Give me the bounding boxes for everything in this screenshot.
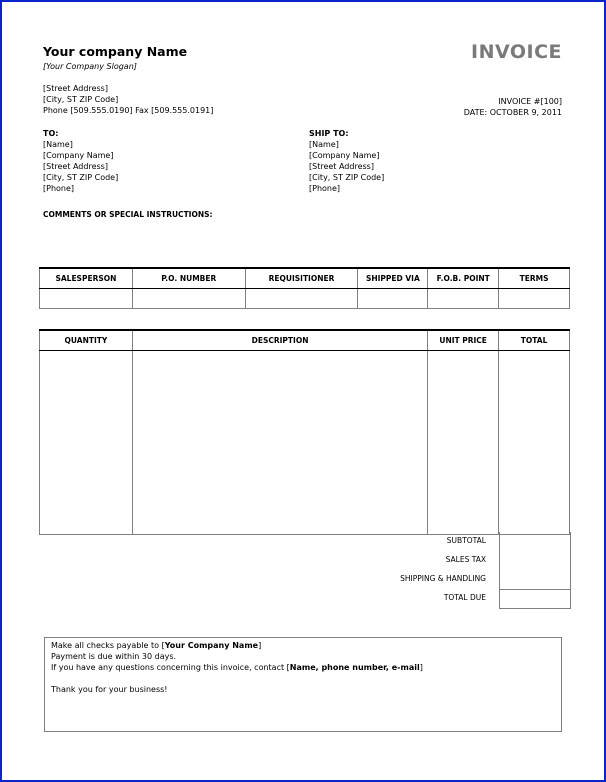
unit-price-cell[interactable] xyxy=(428,351,499,535)
company-slogan: [Your Company Slogan] xyxy=(43,62,137,71)
col-quantity: QUANTITY xyxy=(40,330,133,351)
requisitioner-cell[interactable] xyxy=(245,289,358,309)
invoice-title: INVOICE xyxy=(471,41,562,63)
thanks-line: Thank you for your business! xyxy=(51,685,168,694)
bill-to-city: [City, ST ZIP Code] xyxy=(43,173,119,182)
description-cell[interactable] xyxy=(132,351,427,535)
shipping-handling-label: SHIPPING & HANDLING xyxy=(400,574,486,583)
bill-to-phone: [Phone] xyxy=(43,184,75,193)
total-due-label: TOTAL DUE xyxy=(443,593,486,602)
col-po-number: P.O. NUMBER xyxy=(132,268,245,289)
footer-spacer xyxy=(51,673,555,684)
po-number-cell[interactable] xyxy=(132,289,245,309)
salesperson-cell[interactable] xyxy=(40,289,133,309)
terms-cell[interactable] xyxy=(499,289,570,309)
line-items-table xyxy=(39,329,570,535)
col-terms: TERMS xyxy=(499,268,570,289)
checks-payable-name: Your Company Name xyxy=(164,641,259,650)
bill-to-block xyxy=(43,128,118,194)
ship-to-company: [Company Name] xyxy=(309,151,380,160)
shipping-data-row xyxy=(40,289,570,309)
footer-note xyxy=(44,637,562,732)
col-shipped-via: SHIPPED VIA xyxy=(358,268,428,289)
ship-to-phone: [Phone] xyxy=(309,184,341,193)
payment-terms-line: Payment is due within 30 days. xyxy=(51,652,177,661)
checks-payable-line: Make all checks payable to [Your Company Name] xyxy=(51,641,262,650)
ship-to-street: [Street Address] xyxy=(309,162,374,171)
fob-point-cell[interactable] xyxy=(428,289,499,309)
col-total: TOTAL xyxy=(499,330,570,351)
bill-to-name: [Name] xyxy=(43,140,73,149)
shipping-info-table xyxy=(39,267,570,309)
sales-tax-label: SALES TAX xyxy=(445,555,486,564)
total-due-value-box[interactable] xyxy=(499,589,571,609)
company-phone-fax: Phone [509.555.0190] Fax [509.555.0191] xyxy=(43,106,214,115)
subtotal-label: SUBTOTAL xyxy=(446,536,486,545)
company-city: [City, ST ZIP Code] xyxy=(43,95,119,104)
quantity-cell[interactable] xyxy=(40,351,133,535)
total-cell[interactable] xyxy=(499,351,570,535)
ship-to-city: [City, ST ZIP Code] xyxy=(309,173,385,182)
bill-to-street: [Street Address] xyxy=(43,162,108,171)
questions-line: If you have any questions concerning this invoice, contact [Name, phone number, e-mail] xyxy=(51,663,423,672)
shipping-header-row xyxy=(40,268,570,289)
ship-to-block xyxy=(309,128,384,194)
invoice-meta xyxy=(464,96,562,118)
col-description: DESCRIPTION xyxy=(132,330,427,351)
bill-to-company: [Company Name] xyxy=(43,151,114,160)
bill-to-label: TO: xyxy=(43,129,59,138)
col-requisitioner: REQUISITIONER xyxy=(245,268,358,289)
col-salesperson: SALESPERSON xyxy=(40,268,133,289)
company-street: [Street Address] xyxy=(43,84,108,93)
ship-to-name: [Name] xyxy=(309,140,339,149)
items-body-row xyxy=(40,351,570,535)
questions-contact: Name, phone number, e-mail xyxy=(289,663,420,672)
invoice-number: INVOICE #[100] xyxy=(498,97,562,106)
col-fob-point: F.O.B. POINT xyxy=(428,268,499,289)
col-unit-price: UNIT PRICE xyxy=(428,330,499,351)
shipped-via-cell[interactable] xyxy=(358,289,428,309)
invoice-date: DATE: OCTOBER 9, 2011 xyxy=(463,108,562,117)
company-name: Your company Name xyxy=(43,44,188,59)
totals-value-box[interactable] xyxy=(499,532,571,590)
comments-label: COMMENTS OR SPECIAL INSTRUCTIONS: xyxy=(43,210,213,219)
company-address-block xyxy=(43,83,213,116)
items-header-row xyxy=(40,330,570,351)
ship-to-label: SHIP TO: xyxy=(309,129,349,138)
